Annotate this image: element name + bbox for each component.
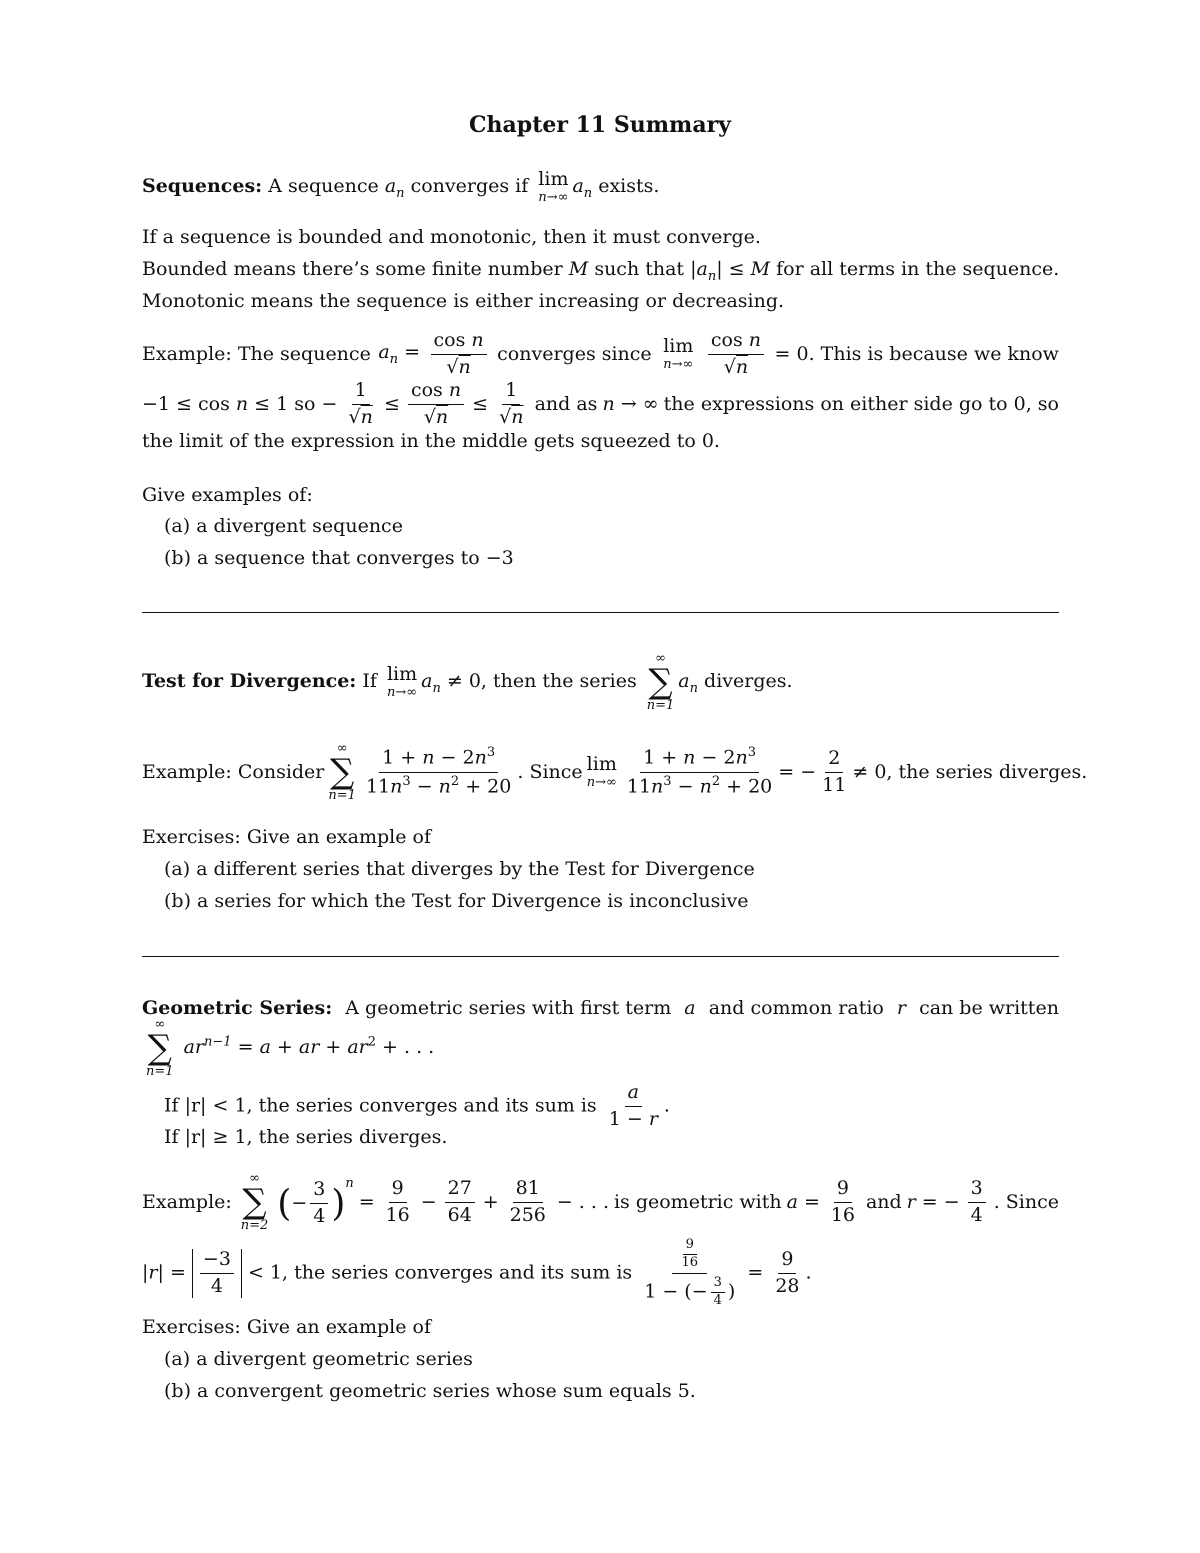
divergence-heading: Test for Divergence:: [142, 670, 357, 692]
sequences-example-line3: the limit of the expression in the middle gets squeezed to 0.: [142, 430, 720, 452]
sequences-line-bounded-monotonic: If a sequence is bounded and monotonic, then it must converge.: [142, 226, 761, 248]
page-title: Chapter 11 Summary: [469, 112, 731, 138]
geometric-heading: Geometric Series:: [142, 997, 333, 1019]
section-divider: [142, 956, 1059, 957]
divergence-definition: Test for Divergence: If lim n→∞ $a_n \ne 0$, then the series ∞ ∑ n=1 $a_n$ diverges.: [142, 651, 793, 713]
geometric-formula: ∞ ∑ n=1 $ar^{n-1} = a$ + ar + $ar^2$ + . . .: [146, 1017, 435, 1079]
sequences-give-examples: Give examples of:: [142, 484, 313, 506]
divergence-example: Example: Consider ∞ ∑ n=1 $\frac{1 + n - 2n^3}{11n^3 - n^2 + 20}$ . Since lim n→∞ $\frac{1 + n - 2n^3}{11n^3 - n^2 + 20}$ = − $\frac{2}{11}$ ≠ 0, the series diverges.: [142, 741, 1088, 803]
geometric-exercises: Exercises: Give an example of: [142, 1316, 431, 1338]
sequences-heading: Sequences:: [142, 175, 263, 197]
divergence-exercises: Exercises: Give an example of: [142, 826, 431, 848]
geometric-diverges-rule: If |r| ≥ 1, the series diverges.: [164, 1126, 448, 1148]
geometric-definition: Geometric Series: A geometric series with first term a and common ratio r can be written: [142, 997, 1059, 1019]
sequences-example-line1: Example: The sequence $a_n$ = $\frac{\text{cos n}}{√n}$ converges since lim n→∞ $\frac{\text{cos n}}{√n}$ = 0. This is because we know: [142, 329, 1059, 378]
list-item: (a) a divergent geometric series: [164, 1348, 473, 1370]
list-item: (a) a divergent sequence: [164, 515, 403, 537]
list-item: (b) a convergent geometric series whose sum equals 5.: [164, 1380, 696, 1402]
geometric-example-line1: Example: ∞ ∑ n=2 (− $\frac{3}{4}$ )$^n$ = $\frac{9}{16}$ − $\frac{27}{64}$ + $\frac{81}{256}$ − . . . is geometric with a = $\frac{9}{16}$ and r = − $\frac{3}{4}$ . Since: [142, 1171, 1059, 1233]
list-item: (b) a sequence that converges to −3: [164, 547, 514, 569]
sequences-line-monotonic: Monotonic means the sequence is either increasing or decreasing.: [142, 290, 785, 312]
list-item: (b) a series for which the Test for Divergence is inconclusive: [164, 890, 749, 912]
section-divider: [142, 612, 1059, 613]
geometric-converges-rule: If |r| < 1, the series converges and its sum is $\frac{a}{1 - r}$ .: [164, 1081, 670, 1130]
sequences-line-bounded: Bounded means there’s some finite number M such that $|a_n| \le M$ for all terms in the sequence.: [142, 258, 1060, 284]
geometric-example-line2: |r| = $\frac{-3}{4}$ < 1, the series converges and its sum is $\frac{9}{16}$ 1 − (− $\frac{3}{4}$ ) = $\frac{9}{28}$ .: [142, 1237, 812, 1308]
list-item: (a) a different series that diverges by the Test for Divergence: [164, 858, 755, 880]
sequences-example-line2: −1 ≤ cos n ≤ 1 so − $\frac{1}{√n}$ ≤ $\frac{\text{cos n}}{√n}$ ≤ $\frac{1}{√n}$ and as n → ∞ the expressions on either side go to 0, so: [142, 379, 1059, 428]
sequences-definition: Sequences: A sequence $a_n$ converges if lim n→∞ $a_n$ exists.: [142, 168, 660, 205]
